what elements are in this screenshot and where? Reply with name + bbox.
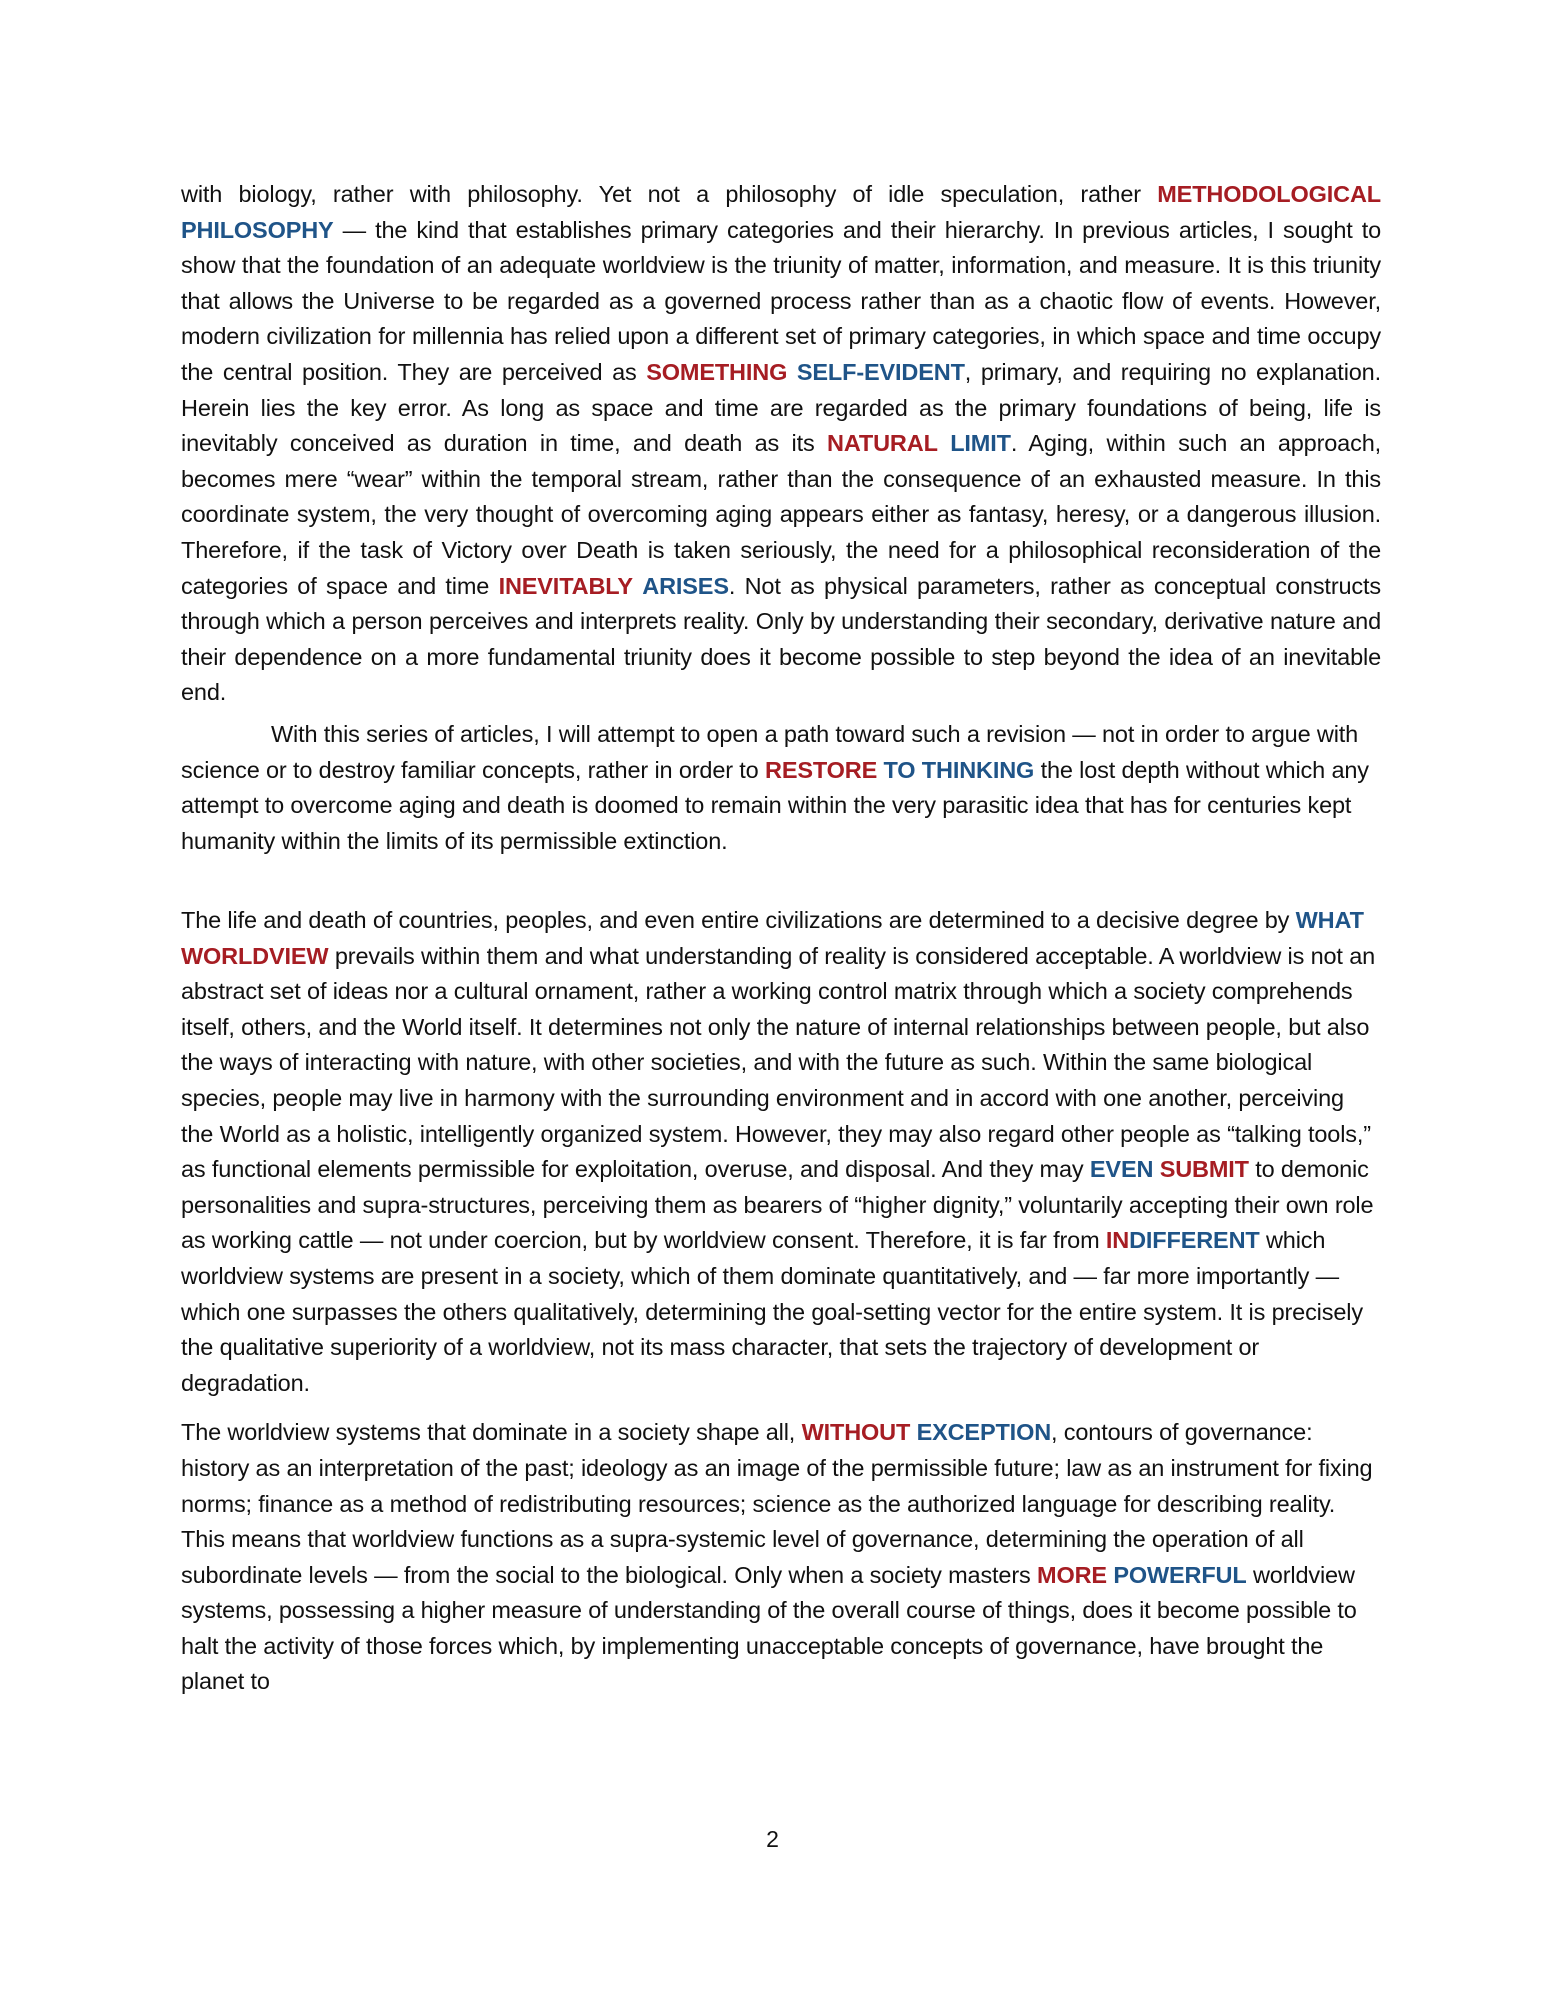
text-run: prevails within them and what understanding of reality is considered acceptable. A worldview is not an abstract set of ideas nor a cultural ornament, rather a working control matrix through which a society comprehends itself, others, and the World itself. It determines not only the nature of internal relationships between people, but also the ways of interacting with nature, with other societies, and with the future as such. Within the same biological species, people may live in harmony with the surrounding environment and in accord with one another, perceiving the World as a holistic, intelligently organized system. However, they may also regard other people as “talking tools,” as functional elements permissible for exploitation, overuse, and disposal. And they may — [181, 942, 1376, 1183]
text-run: , primary, and requiring no explanation. Herein lies the key error. As long as space and time are regarded as the primary foundations of being, life is inevitably conceived as duration in time, and death as its — [181, 358, 1381, 457]
emphasis-red-word: WORLDVIEW — [181, 942, 329, 969]
paragraph-series-of-articles — [181, 717, 1381, 859]
emphasis-blue-word: EVEN — [1089, 1156, 1154, 1183]
paragraph-worldview-governance — [181, 1415, 1381, 1700]
emphasis-blue-word: SELF-EVIDENT — [796, 358, 965, 385]
page-number: 2 — [766, 1826, 779, 1852]
emphasis-red-word: WITHOUT — [801, 1419, 911, 1446]
text-run: with biology, rather with philosophy. Yet not a philosophy of idle speculation, rather — [181, 181, 1158, 207]
text-run: which worldview systems are present in a society, which of them dominate quantitatively, and — far more importantly — which one surpasses the others qualitatively, determining the goal-setting vector for the entire system. It is precisely the qualitative superiority of a worldview, not its mass character, that sets the trajectory of development or degradation. — [181, 1227, 1363, 1396]
paragraph-worldview-life-and-death — [181, 903, 1381, 1401]
emphasis-blue-word: ARISES — [642, 572, 729, 599]
emphasis-blue-word: PHILOSOPHY — [181, 216, 334, 243]
text-run: worldview systems, possessing a higher measure of understanding of the overall course of things, does it become possible to halt the activity of those forces which, by implementing unacceptable concepts of governance, have brought the planet to — [181, 1561, 1357, 1695]
emphasis-blue-word: EXCEPTION — [916, 1419, 1052, 1446]
text-run: . Not as physical parameters, rather as conceptual constructs through which a person perceives and interprets reality. Only by understanding their secondary, derivative nature and their dependence on a more fundamental triunity does it become possible to step beyond the idea of an inevitable end. — [181, 572, 1381, 706]
emphasis-blue-word: DIFFERENT — [1129, 1227, 1260, 1254]
body-text-bottom — [181, 903, 1381, 1700]
emphasis-red-word: RESTORE — [765, 756, 878, 783]
text-run: — the kind that establishes primary categories and their hierarchy. In previous articles, I sought to show that the foundation of an adequate worldview is the triunity of matter, information, and measure. It is this triunity that allows the Universe to be regarded as a governed process rather than as a chaotic flow of events. However, modern civilization for millennia has relied upon a different set of primary categories, in which space and time occupy the central position. They are perceived as — [181, 216, 1381, 385]
paragraph-methodological-philosophy — [181, 177, 1381, 711]
emphasis-red-word: SOMETHING — [646, 358, 788, 385]
emphasis-red-word: NATURAL — [827, 430, 938, 457]
text-run — [633, 573, 642, 599]
emphasis-red-word: IN — [1105, 1227, 1130, 1254]
text-run: With this series of articles, I will attempt to open a path toward such a revision — not in order to argue with science or to destroy familiar concepts, rather in order to — [181, 720, 1359, 783]
text-run: , contours of governance: history as an interpretation of the past; ideology as an image of the permissible future; law as an instrument for fixing norms; finance as a method of redistributing resources; science as the authorized language for describing reality. This means that worldview functions as a supra-systemic level of governance, determining the operation of all subordinate levels — from the social to the biological. Only when a society masters — [181, 1419, 1373, 1588]
text-run — [787, 359, 797, 385]
emphasis-blue-word: POWERFUL — [1113, 1561, 1247, 1588]
text-run: The life and death of countries, peoples, and even entire civilizations are determined to a decisive degree by — [181, 907, 1296, 933]
text-run: The worldview systems that dominate in a society shape all, — [181, 1419, 802, 1446]
emphasis-red-word: SUBMIT — [1159, 1156, 1249, 1183]
text-run: to demonic personalities and supra-structures, perceiving them as bearers of “higher dignity,” voluntarily accepting their own role as working cattle — not under coercion, but by worldview consent. Therefore, it is far from — [181, 1156, 1374, 1254]
emphasis-red-word: MORE — [1037, 1561, 1107, 1588]
text-run — [938, 430, 950, 456]
text-run: . Aging, within such an approach, becomes mere “wear” within the temporal stream, rather than the consequence of an exhausted measure. In this coordinate system, the very thought of overcoming aging appears either as fantasy, heresy, or a dangerous illusion. Therefore, if the task of Victory over Death is taken seriously, the need for a philosophical reconsideration of the categories of space and time — [181, 430, 1381, 599]
body-text-top — [181, 177, 1381, 859]
emphasis-blue-word: TO THINKING — [883, 756, 1035, 783]
emphasis-blue-word: LIMIT — [950, 430, 1011, 457]
emphasis-red-word: INEVITABLY — [498, 572, 633, 599]
emphasis-blue-word: WHAT — [1295, 907, 1364, 933]
text-run: the lost depth without which any attempt to overcome aging and death is doomed to remain within the very parasitic idea that has for centuries kept humanity within the limits of its permissible extinction. — [181, 756, 1369, 854]
emphasis-red-word: METHODOLOGICAL — [1157, 181, 1381, 207]
